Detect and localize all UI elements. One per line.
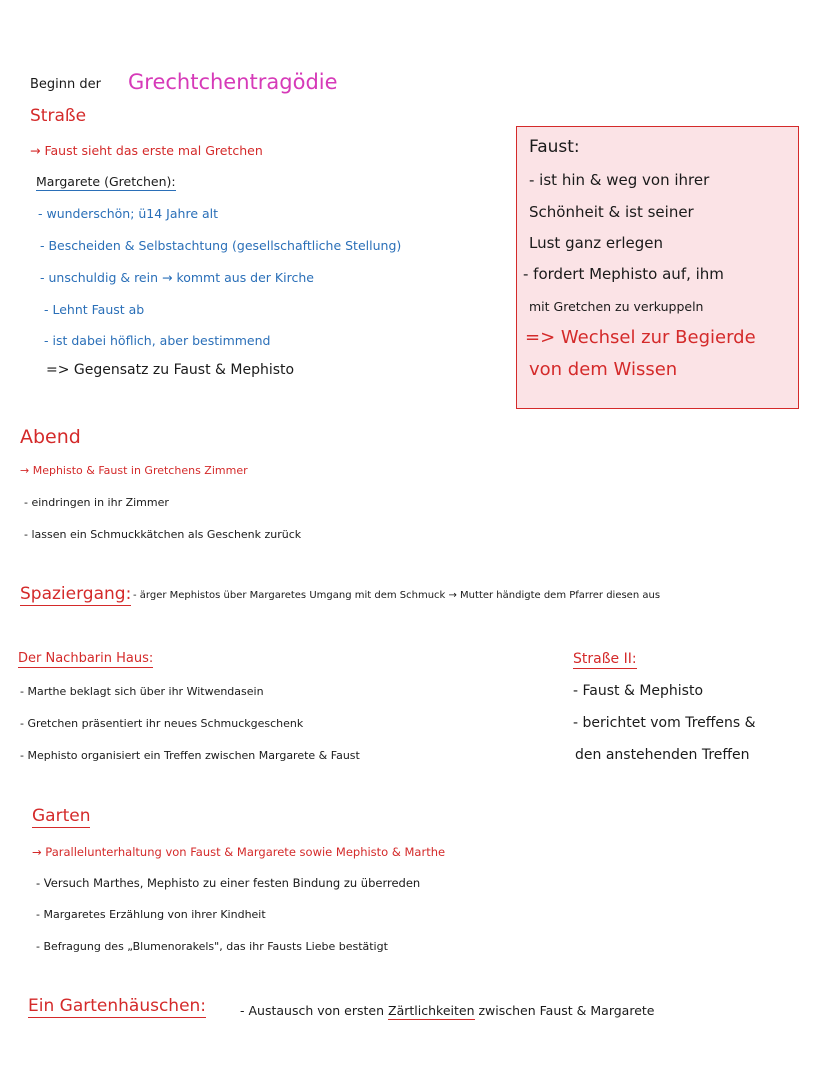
strasse-item-1: - wunderschön; ü14 Jahre alt [38, 206, 219, 221]
garten-arrow-line: → Parallelunterhaltung von Faust & Margarete sowie Mephisto & Marthe [32, 845, 446, 859]
abend-arrow-line: → Mephisto & Faust in Gretchens Zimmer [20, 464, 248, 477]
strasse-item-3: - unschuldig & rein → kommt aus der Kirche [40, 270, 314, 285]
spaziergang-text: - ärger Mephistos über Margaretes Umgang mit dem Schmuck → Mutter händigte dem Pfarrer diesen aus [133, 590, 661, 601]
nachbarin-item-3: - Mephisto organisiert ein Treffen zwischen Margarete & Faust [20, 749, 360, 762]
garten-item-2: - Margaretes Erzählung von ihrer Kindheit [36, 908, 266, 921]
strasse-item-5: - ist dabei höflich, aber bestimmend [44, 333, 271, 348]
faust-box-line-4: - fordert Mephisto auf, ihm [523, 265, 724, 283]
garten-item-3: - Befragung des „Blumenorakels", das ihr Fausts Liebe bestätigt [36, 940, 388, 953]
faust-box-highlight-1: => Wechsel zur Begierde [525, 327, 756, 348]
nachbarin-item-1: - Marthe beklagt sich über ihr Witwendasein [20, 685, 264, 698]
abend-item-1: - eindringen in ihr Zimmer [24, 496, 169, 509]
faust-box-line-2: Schönheit & ist seiner [529, 203, 694, 221]
strasse-conclusion: => Gegensatz zu Faust & Mephisto [46, 362, 295, 378]
faust-box-line-1: - ist hin & weg von ihrer [529, 171, 710, 189]
strasse-arrow-line: → Faust sieht das erste mal Gretchen [30, 143, 263, 158]
strasse-item-4: - Lehnt Faust ab [44, 302, 145, 317]
gartenhaeuschen-text: - Austausch von ersten Zärtlichkeiten zwischen Faust & Margarete [240, 1003, 655, 1018]
abend-heading: Abend [20, 426, 81, 448]
strasse-heading: Straße [30, 106, 87, 126]
intro-prefix: Beginn der [30, 77, 101, 92]
strasse-item-2: - Bescheiden & Selbstachtung (gesellschaftliche Stellung) [40, 238, 402, 253]
strasse2-line-1: - Faust & Mephisto [573, 683, 704, 699]
page-title: Grechtchentragödie [128, 70, 338, 94]
garten-item-1: - Versuch Marthes, Mephisto zu einer festen Bindung zu überreden [36, 876, 421, 890]
faust-box-highlight-2: von dem Wissen [529, 359, 678, 380]
nachbarin-item-2: - Gretchen präsentiert ihr neues Schmuckgeschenk [20, 717, 304, 730]
strasse2-heading: Straße II: [573, 651, 637, 667]
nachbarin-heading: Der Nachbarin Haus: [18, 651, 154, 666]
faust-box-heading: Faust: [529, 137, 580, 157]
margarete-heading: Margarete (Gretchen): [36, 174, 176, 189]
faust-box-line-5: mit Gretchen zu verkuppeln [529, 299, 704, 314]
garten-heading: Garten [32, 806, 91, 826]
strasse2-line-3: den anstehenden Treffen [575, 747, 750, 763]
strasse2-line-2: - berichtet vom Treffens & [573, 715, 756, 731]
gartenhaeuschen-heading: Ein Gartenhäuschen: [28, 996, 207, 1016]
abend-item-2: - lassen ein Schmuckkätchen als Geschenk zurück [24, 528, 302, 541]
spaziergang-heading: Spaziergang: [20, 584, 132, 604]
faust-box-line-3: Lust ganz erlegen [529, 234, 663, 252]
faust-box [516, 126, 799, 409]
